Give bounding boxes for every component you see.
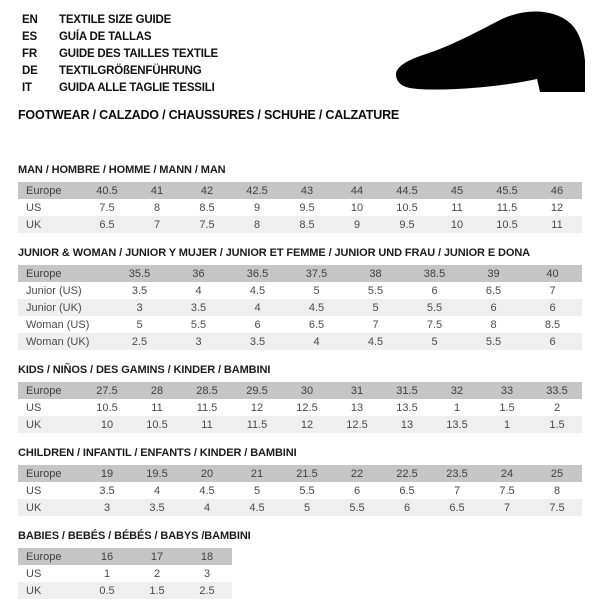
size-section — [0, 447, 600, 516]
row-label: UK — [18, 499, 82, 516]
size-value: 31.5 — [382, 382, 432, 399]
category-title: FOOTWEAR / CALZADO / CHAUSSURES / SCHUHE / CALZATURE — [18, 108, 400, 122]
size-value: 23.5 — [432, 465, 482, 482]
size-value: 12 — [250, 401, 264, 414]
language-label: GUIDA ALLE TAGLIE TESSILI — [59, 82, 215, 94]
size-value: 41 — [132, 182, 182, 199]
size-section — [0, 164, 600, 233]
size-value: 7 — [372, 318, 379, 331]
size-value: 5 — [405, 333, 464, 350]
language-label: GUIDE DES TAILLES TEXTILE — [59, 48, 218, 60]
size-tables — [0, 164, 600, 599]
size-value: 5 — [136, 318, 143, 331]
size-value: 5 — [313, 284, 320, 297]
size-value: 6.5 — [432, 499, 482, 516]
size-value: 11.5 — [232, 416, 282, 433]
size-value: 11 — [182, 416, 232, 433]
row-label: Woman (US) — [26, 318, 90, 331]
size-value: 39 — [464, 265, 523, 282]
row-label: Europe — [18, 382, 82, 399]
size-value: 13 — [382, 416, 432, 433]
size-value: 11.5 — [196, 401, 218, 414]
size-value: 7 — [482, 499, 532, 516]
size-value: 1.5 — [499, 401, 515, 414]
size-value: 13.5 — [432, 416, 482, 433]
size-value: 9 — [332, 216, 382, 233]
language-label: TEXTILGRÖßENFÜHRUNG — [59, 65, 202, 77]
size-value: 9 — [253, 201, 261, 214]
size-table — [18, 465, 582, 516]
table-row — [18, 399, 582, 416]
header — [0, 0, 600, 96]
size-value: 3.5 — [99, 484, 115, 497]
size-value: 7.5 — [499, 484, 515, 497]
size-value: 11 — [532, 216, 582, 233]
size-value: 18 — [182, 548, 232, 565]
size-value: 5.5 — [332, 499, 382, 516]
language-code: DE — [22, 65, 38, 77]
size-value: 8.5 — [282, 216, 332, 233]
size-value: 8 — [232, 216, 282, 233]
size-value: 7 — [549, 284, 556, 297]
table-row — [18, 333, 582, 350]
size-value: 10 — [350, 201, 364, 214]
shoe-icon — [388, 6, 588, 106]
size-value: 11 — [151, 401, 163, 414]
size-value: 6 — [254, 318, 261, 331]
size-value: 4.5 — [232, 499, 282, 516]
size-value: 12 — [282, 416, 332, 433]
size-value: 45 — [432, 182, 482, 199]
size-value: 7 — [132, 216, 182, 233]
table-row — [18, 382, 582, 399]
table-row — [18, 265, 582, 282]
size-value: 3 — [169, 333, 228, 350]
row-label: US — [26, 484, 42, 497]
size-value: 7.5 — [182, 216, 232, 233]
size-value: 21 — [232, 465, 282, 482]
row-label: Europe — [18, 548, 82, 565]
row-label: Junior (US) — [26, 284, 82, 297]
table-row — [18, 565, 232, 582]
size-value: 7 — [453, 484, 461, 497]
size-value: 20 — [182, 465, 232, 482]
size-value: 6 — [523, 299, 582, 316]
table-row — [18, 548, 232, 565]
row-label: UK — [18, 416, 82, 433]
language-code: IT — [22, 82, 32, 94]
size-value: 8 — [490, 318, 497, 331]
size-value: 5.5 — [405, 299, 464, 316]
size-value: 25 — [532, 465, 582, 482]
size-value: 11 — [451, 201, 463, 214]
size-value: 46 — [532, 182, 582, 199]
table-row — [18, 199, 582, 216]
row-label: Europe — [18, 465, 82, 482]
size-value: 2 — [553, 401, 561, 414]
size-value: 17 — [132, 548, 182, 565]
size-value: 10 — [82, 416, 132, 433]
size-value: 28.5 — [182, 382, 232, 399]
size-value: 7.5 — [532, 499, 582, 516]
size-value: 44.5 — [382, 182, 432, 199]
table-row — [18, 282, 582, 299]
size-value: 9.5 — [299, 201, 315, 214]
size-value: 3 — [110, 299, 169, 316]
size-value: 13.5 — [396, 401, 418, 414]
size-table — [18, 182, 582, 233]
size-value: 44 — [332, 182, 382, 199]
size-value: 21.5 — [282, 465, 332, 482]
size-value: 6.5 — [485, 284, 502, 297]
size-value: 19.5 — [132, 465, 182, 482]
row-label: UK — [18, 216, 82, 233]
size-value: 4 — [195, 284, 202, 297]
size-value: 7.5 — [426, 318, 443, 331]
size-value: 5.5 — [299, 484, 315, 497]
language-code: ES — [22, 31, 37, 43]
size-value: 5 — [346, 299, 405, 316]
size-value: 2.5 — [110, 333, 169, 350]
size-value: 3.5 — [169, 299, 228, 316]
size-value: 3.5 — [132, 499, 182, 516]
size-value: 12.5 — [296, 401, 318, 414]
size-value: 2 — [153, 567, 161, 580]
table-row — [18, 182, 582, 199]
size-value: 6.5 — [308, 318, 325, 331]
size-table — [18, 265, 582, 350]
row-label: US — [26, 201, 42, 214]
size-value: 4.5 — [346, 333, 405, 350]
size-table — [18, 548, 232, 599]
size-value: 40 — [523, 265, 582, 282]
section-title: CHILDREN / INFANTIL / ENFANTS / KINDER / BAMBINI — [18, 447, 297, 459]
size-value: 7.5 — [99, 201, 115, 214]
table-row — [18, 299, 582, 316]
size-value: 12.5 — [332, 416, 382, 433]
table-row — [18, 465, 582, 482]
size-value: 1 — [482, 416, 532, 433]
size-value: 6 — [353, 484, 361, 497]
size-value: 42 — [182, 182, 232, 199]
size-value: 6 — [382, 499, 432, 516]
table-row — [18, 416, 582, 433]
row-label: US — [26, 401, 42, 414]
table-row — [18, 316, 582, 333]
size-value: 38 — [346, 265, 405, 282]
size-value: 12 — [550, 201, 564, 214]
size-value: 6.5 — [82, 216, 132, 233]
size-value: 6 — [523, 333, 582, 350]
size-value: 22.5 — [382, 465, 432, 482]
row-label: Woman (UK) — [18, 333, 110, 350]
size-value: 10.5 — [132, 416, 182, 433]
size-value: 31 — [332, 382, 382, 399]
size-value: 3.5 — [228, 333, 287, 350]
language-code: EN — [22, 14, 38, 26]
size-value: 5.5 — [367, 284, 384, 297]
size-value: 29.5 — [232, 382, 282, 399]
section-title: KIDS / NIÑOS / DES GAMINS / KINDER / BAMBINI — [18, 364, 271, 376]
section-title: MAN / HOMBRE / HOMME / MANN / MAN — [18, 164, 226, 176]
size-value: 9.5 — [382, 216, 432, 233]
size-value: 3 — [203, 567, 211, 580]
language-label: GUÍA DE TALLAS — [59, 31, 152, 43]
size-value: 1 — [453, 401, 461, 414]
size-value: 5.5 — [464, 333, 523, 350]
section-title: BABIES / BEBÉS / BÉBÉS / BABYS /BAMBINI — [18, 530, 251, 542]
size-section — [0, 247, 600, 350]
size-value: 38.5 — [405, 265, 464, 282]
size-value: 5 — [282, 499, 332, 516]
row-label: Europe — [18, 265, 110, 282]
size-value: 4 — [182, 499, 232, 516]
size-value: 30 — [282, 382, 332, 399]
size-value: 4 — [228, 299, 287, 316]
size-value: 33 — [482, 382, 532, 399]
language-code: FR — [22, 48, 37, 60]
size-value: 8 — [553, 484, 561, 497]
size-value: 4.5 — [287, 299, 346, 316]
size-value: 43 — [282, 182, 332, 199]
table-row — [18, 482, 582, 499]
size-value: 24 — [482, 465, 532, 482]
size-value: 5.5 — [190, 318, 207, 331]
section-title: JUNIOR & WOMAN / JUNIOR Y MUJER / JUNIOR ET FEMME / JUNIOR UND FRAU / JUNIOR E DONA — [18, 247, 531, 259]
size-section — [0, 530, 600, 599]
size-value: 40.5 — [82, 182, 132, 199]
table-row — [18, 216, 582, 233]
size-value: 4.5 — [249, 284, 266, 297]
size-value: 4 — [287, 333, 346, 350]
size-value: 19 — [82, 465, 132, 482]
size-value: 37.5 — [287, 265, 346, 282]
size-value: 42.5 — [232, 182, 282, 199]
size-value: 22 — [332, 465, 382, 482]
size-value: 6 — [464, 299, 523, 316]
size-value: 5 — [253, 484, 261, 497]
size-value: 10.5 — [96, 401, 118, 414]
row-label: Junior (UK) — [18, 299, 110, 316]
size-value: 13 — [350, 401, 364, 414]
size-value: 36 — [169, 265, 228, 282]
language-label: TEXTILE SIZE GUIDE — [59, 14, 172, 26]
row-label: US — [26, 567, 42, 580]
size-value: 0.5 — [82, 582, 132, 599]
size-value: 10.5 — [396, 201, 418, 214]
size-value: 8.5 — [199, 201, 215, 214]
size-value: 10.5 — [482, 216, 532, 233]
size-value: 32 — [432, 382, 482, 399]
size-value: 6 — [431, 284, 438, 297]
size-value: 4.5 — [199, 484, 215, 497]
size-value: 6.5 — [399, 484, 415, 497]
size-value: 36.5 — [228, 265, 287, 282]
size-value: 1.5 — [532, 416, 582, 433]
size-value: 28 — [132, 382, 182, 399]
size-value: 8.5 — [544, 318, 561, 331]
size-value: 8 — [153, 201, 161, 214]
size-value: 3 — [82, 499, 132, 516]
row-label: Europe — [18, 182, 82, 199]
size-value: 10 — [432, 216, 482, 233]
size-value: 33.5 — [532, 382, 582, 399]
size-value: 4 — [153, 484, 161, 497]
size-value: 16 — [82, 548, 132, 565]
size-section — [0, 364, 600, 433]
size-value: 3.5 — [131, 284, 148, 297]
table-row — [18, 582, 232, 599]
size-value: 27.5 — [82, 382, 132, 399]
size-value: 35.5 — [110, 265, 169, 282]
table-row — [18, 499, 582, 516]
size-value: 45.5 — [482, 182, 532, 199]
row-label: UK — [18, 582, 82, 599]
size-value: 2.5 — [182, 582, 232, 599]
size-value: 1.5 — [132, 582, 182, 599]
size-table — [18, 382, 582, 433]
size-value: 11.5 — [496, 201, 518, 214]
size-value: 1 — [103, 567, 111, 580]
